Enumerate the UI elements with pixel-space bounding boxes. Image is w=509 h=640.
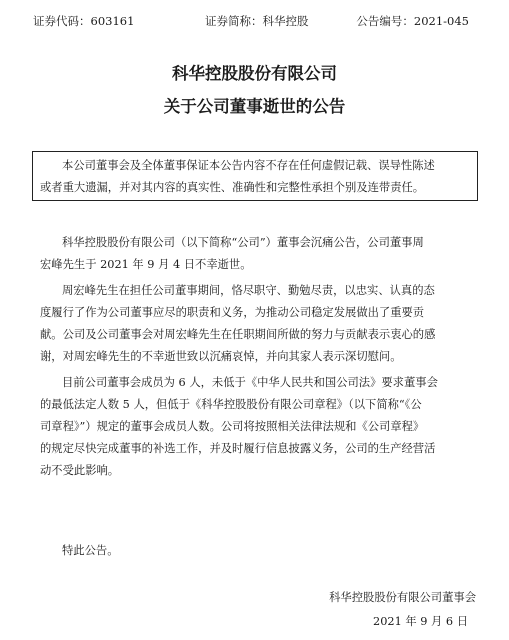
paragraph-line: 度履行了作为公司董事应尽的职责和义务，为推动公司稳定发展做出了重要贡 <box>40 306 425 319</box>
paragraph-line: 宏峰先生于 2021 年 9 月 4 日不幸逝世。 <box>40 258 252 271</box>
disclaimer-box <box>32 151 478 201</box>
paragraph-line: 谢，对周宏峰先生的不幸逝世致以沉痛哀悼，并向其家人表示深切慰问。 <box>40 350 402 363</box>
disclaimer-line-1: 本公司董事会及全体董事保证本公告内容不存在任何虚假记载、误导性陈述 <box>62 159 435 172</box>
paragraph-3 <box>40 372 485 482</box>
paragraph-line: 的最低法定人数 5 人，但低于《科华控股股份有限公司章程》（以下简称“《公 <box>40 398 422 411</box>
paragraph-2 <box>40 280 485 368</box>
stock-code: 证券代码：603161 <box>33 14 135 28</box>
paragraph-line: 的规定尽快完成董事的补选工作，并及时履行信息披露义务，公司的生产经营活 <box>40 442 436 455</box>
document-header <box>33 12 469 30</box>
signature-date: 2021 年 9 月 6 日 <box>373 615 468 628</box>
announcement-number: 公告编号：2021-045 <box>356 14 469 28</box>
paragraph-line: 司章程》”）规定的董事会成员人数。公司将按照相关法律法规和《公司章程》 <box>40 420 425 433</box>
paragraph-1 <box>40 232 485 276</box>
announcement-title: 关于公司董事逝世的公告 <box>163 97 346 116</box>
stock-short-name: 证券简称：科华控股 <box>205 14 309 28</box>
paragraph-line: 目前公司董事会成员为 6 人，未低于《中华人民共和国公司法》要求董事会 <box>62 376 438 389</box>
disclaimer-line-2: 或者重大遗漏，并对其内容的真实性、准确性和完整性承担个别及连带责任。 <box>40 181 425 194</box>
paragraph-line: 科华控股股份有限公司（以下简称“公司”）董事会沉痛公告，公司董事周 <box>62 236 424 249</box>
company-title: 科华控股股份有限公司 <box>172 64 337 83</box>
paragraph-line: 献。公司及公司董事会对周宏峰先生在任职期间所做的努力与贡献表示衷心的感 <box>40 328 436 341</box>
signature-company: 科华控股股份有限公司董事会 <box>329 591 476 604</box>
paragraph-line: 周宏峰先生在担任公司董事期间，恪尽职守、勤勉尽责，以忠实、认真的态 <box>62 284 435 297</box>
closing-statement: 特此公告。 <box>62 544 119 557</box>
announcement-body <box>40 232 485 482</box>
paragraph-line: 动不受此影响。 <box>40 464 120 477</box>
